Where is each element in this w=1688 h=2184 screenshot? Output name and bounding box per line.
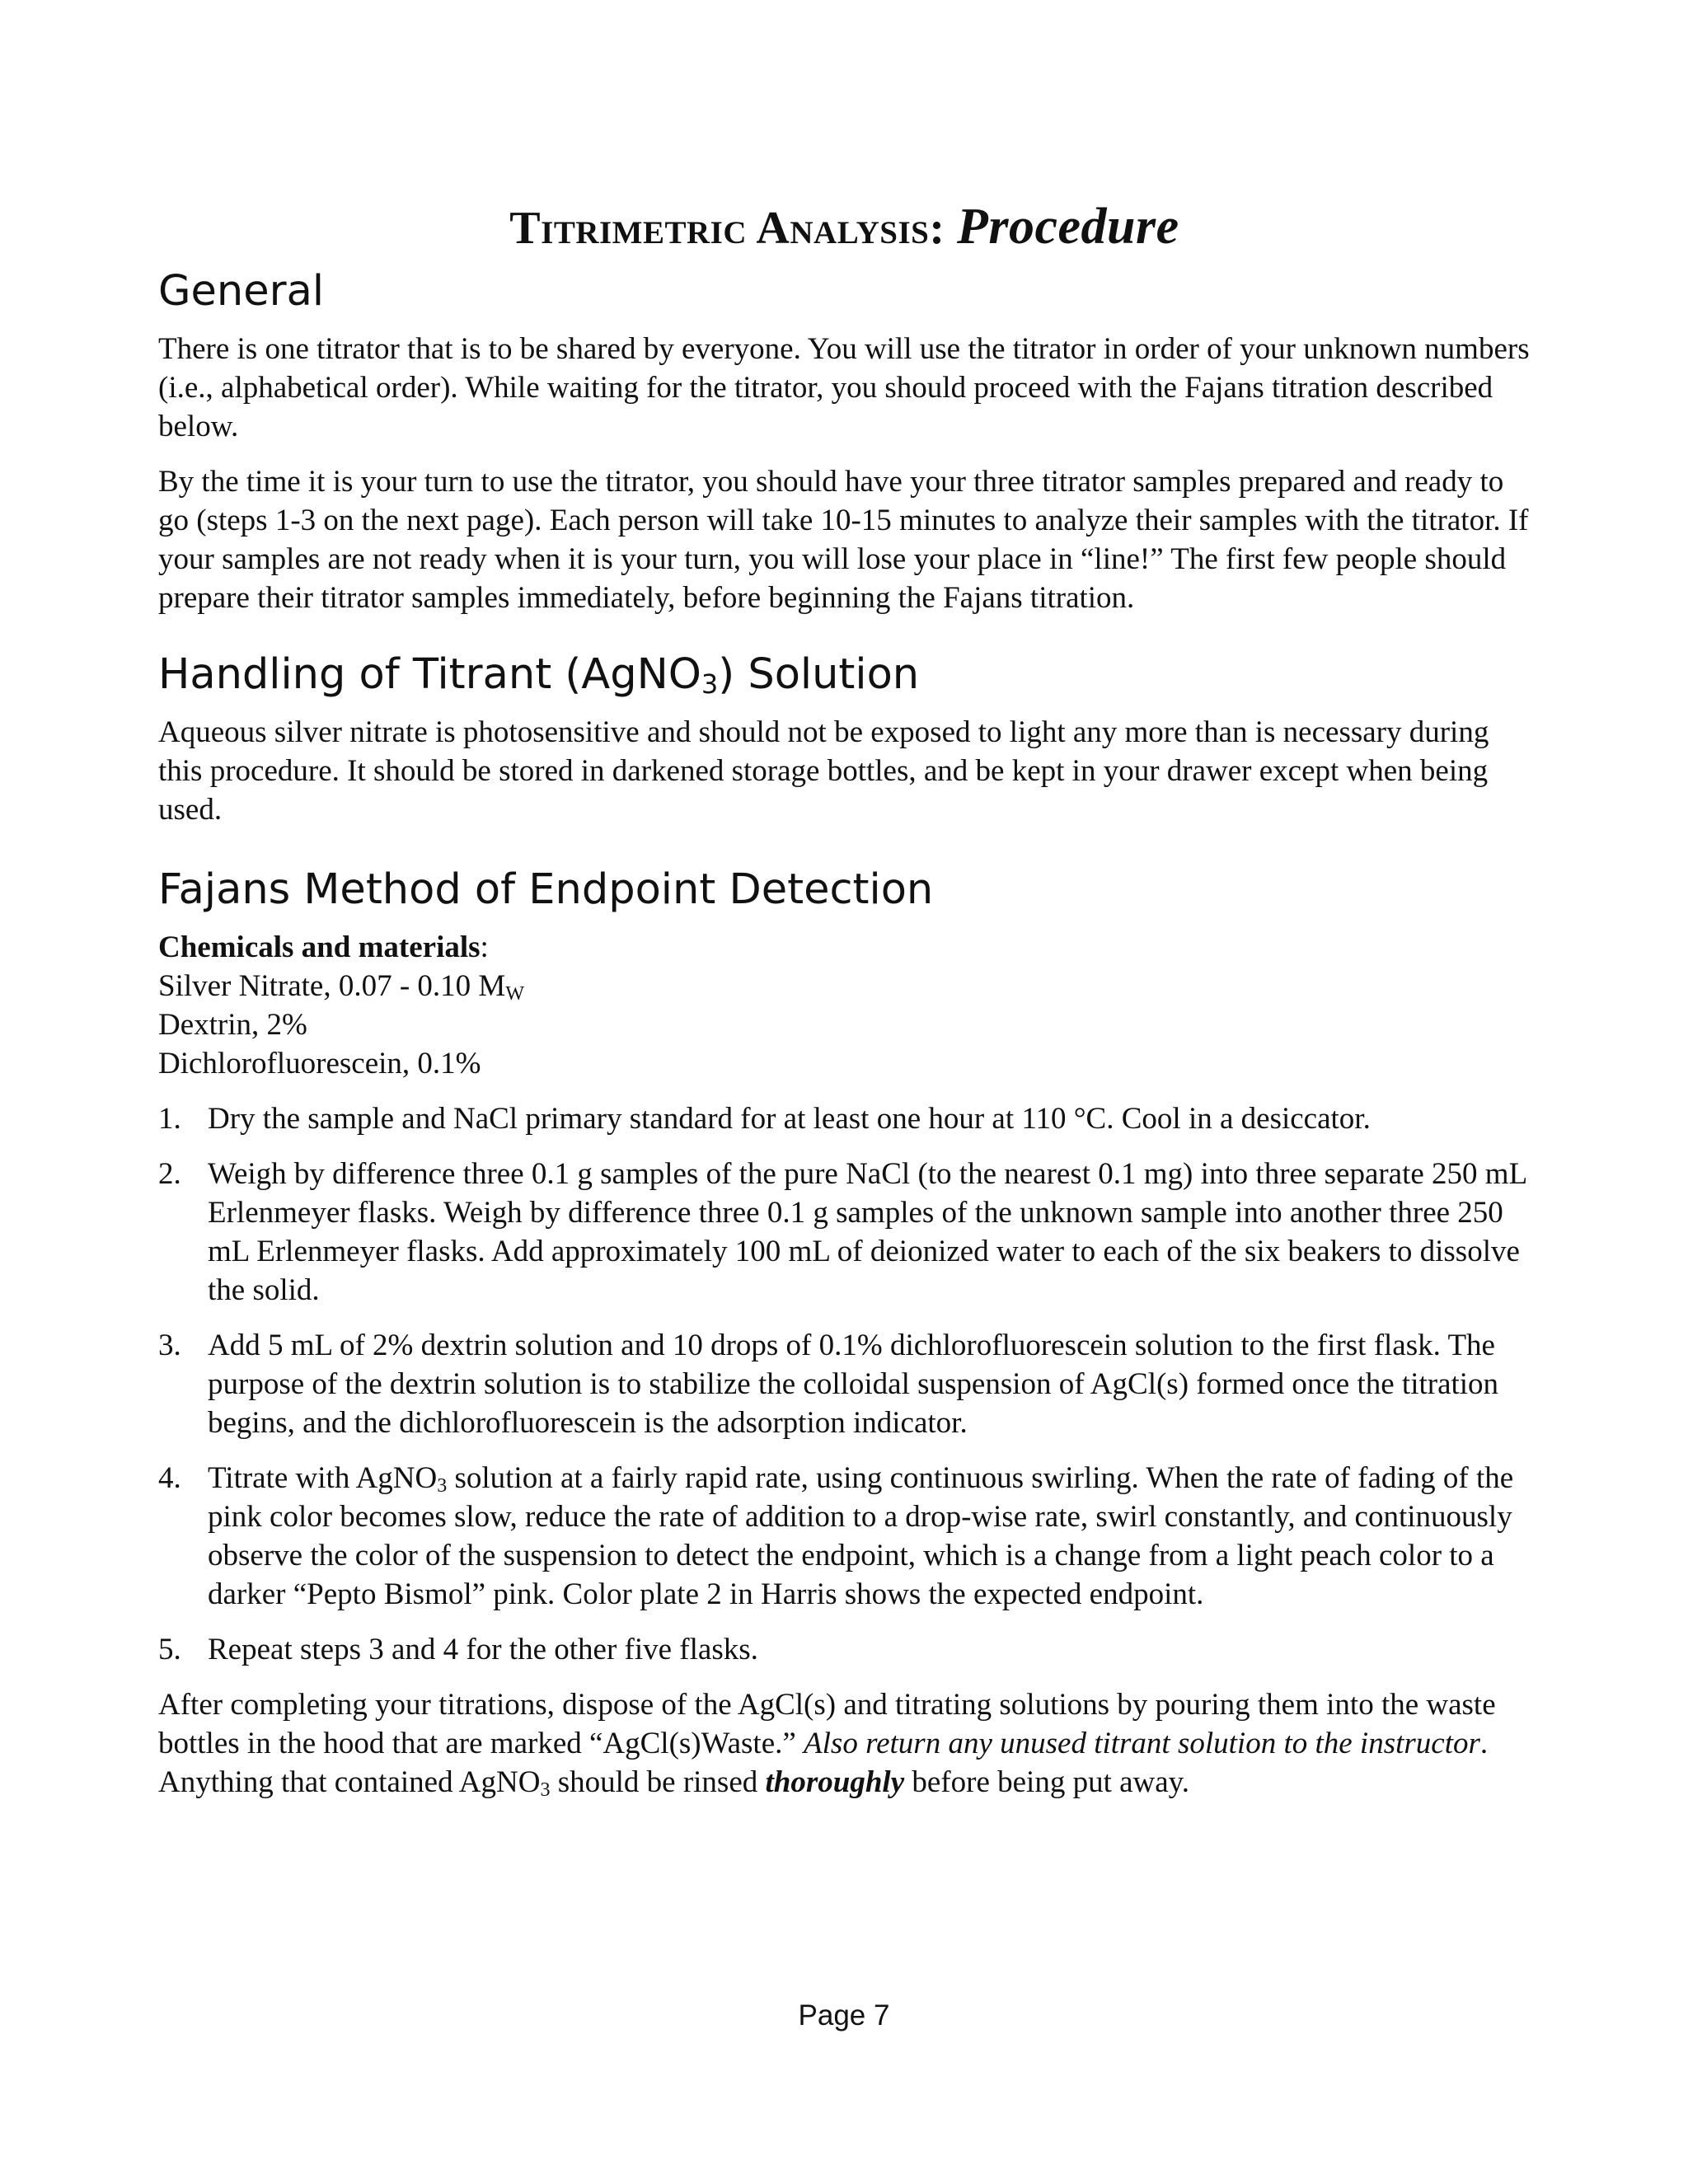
chemical-1-text: Silver Nitrate, 0.07 - 0.10 M: [158, 969, 506, 1003]
closing-emphasis: thoroughly: [765, 1765, 905, 1799]
step-text: Repeat steps 3 and 4 for the other five flasks.: [208, 1633, 758, 1666]
heading-fajans: Fajans Method of Endpoint Detection: [158, 865, 934, 914]
chemicals-label: Chemicals and materials: [158, 930, 481, 964]
step-text: Dry the sample and NaCl primary standard for at least one hour at 110 °C. Cool in a desiccator.: [208, 1102, 1371, 1136]
chemical-1-sub: W: [505, 983, 524, 1005]
heading-handling-post: ) Solution: [718, 650, 920, 699]
procedure-step: [158, 1630, 1531, 1669]
heading-handling-pre: Handling of Titrant (AgNO: [158, 650, 701, 699]
step-text: Add 5 mL of 2% dextrin solution and 10 drops of 0.1% dichlorofluorescein solution to the first flask. The purpose of the dextrin solution is to stabilize the colloidal suspension of AgCl(s) formed once the titration begins, and the dichlorofluorescein is the adsorption indicator.: [208, 1329, 1499, 1440]
step-text: Weigh by difference three 0.1 g samples of the pure NaCl (to the nearest 0.1 mg) into three separate 250 mL Erlenmeyer flasks. Weigh by difference three 0.1 g samples of the unknown sample into another three 250 mL Erlenmeyer flasks. Add approximately 100 mL of deionized water to each of the six beakers to dissolve the solid.: [208, 1157, 1526, 1307]
chemicals-colon: :: [480, 930, 489, 964]
closing-part-3: should be rinsed: [550, 1765, 766, 1799]
chemicals-list: [158, 928, 1531, 1083]
step-number: 2.: [158, 1157, 181, 1191]
chemicals-heading: [158, 928, 1531, 967]
step-number: 3.: [158, 1329, 181, 1362]
general-paragraph-2: By the time it is your turn to use the titrator, you should have your three titrator samples prepared and ready to go (steps 1-3 on the next page). Each person will take 10-15 minutes to analyze their samples with the titrator. If your samples are not ready when it is your turn, you will lose your place in “line!” The first few people should prepare their titrator samples immediately, before beginning the Fajans titration.: [158, 465, 1529, 615]
step-4-sub: 3: [437, 1475, 448, 1497]
title-emphasis: Procedure: [957, 199, 1179, 255]
page-number: Page 7: [798, 1999, 890, 2032]
general-paragraph-1: There is one titrator that is to be shared by everyone. You will use the titrator in order of your unknown numbers (i.e., alphabetical order). While waiting for the titrator, you should proceed with the Fajans titration described below.: [158, 332, 1530, 443]
heading-general: General: [158, 267, 324, 316]
procedure-step: [158, 1155, 1531, 1310]
step-number: 4.: [158, 1461, 181, 1495]
step-text: [208, 1461, 1513, 1611]
page-content: [158, 198, 1531, 1818]
procedure-step: [158, 1459, 1531, 1614]
closing-italic: Also return any unused titrant solution to the instructor: [804, 1727, 1480, 1760]
chemical-item: Dichlorofluorescein, 0.1%: [158, 1047, 481, 1080]
step-number: 1.: [158, 1102, 181, 1136]
section-fajans: [158, 864, 1531, 1802]
chemical-item: Dextrin, 2%: [158, 1008, 307, 1042]
heading-handling-sub: 3: [701, 668, 719, 700]
procedure-step: [158, 1099, 1531, 1138]
heading-handling: [158, 649, 1531, 701]
step-number: 5.: [158, 1633, 181, 1666]
closing-paragraph: [158, 1685, 1531, 1802]
handling-paragraph: Aqueous silver nitrate is photosensitive and should not be exposed to light any more than is necessary during this procedure. It should be stored in darkened storage bottles, and be kept in your drawer except when being used.: [158, 715, 1489, 827]
section-handling: [158, 649, 1531, 829]
step-4-post: solution at a fairly rapid rate, using continuous swirling. When the rate of fading of the pink color becomes slow, reduce the rate of addition to a drop-wise rate, swirl constantly, and continuously observe the color of the suspension to detect the endpoint, which is a change from a light peach color to a darker “Pepto Bismol” pink. Color plate 2 in Harris shows the expected endpoint.: [208, 1461, 1514, 1611]
section-general: [158, 265, 1531, 617]
closing-part-1: After completing your titrations, dispose of the AgCl(s) and titrating solutions by pouring them into the waste bottles in the hood that are marked “AgCl(s)Waste.”: [158, 1688, 1496, 1760]
procedure-steps: [158, 1099, 1531, 1669]
procedure-step: [158, 1326, 1531, 1442]
step-4-pre: Titrate with AgNO: [208, 1461, 438, 1495]
title-main: Titrimetric Analysis:: [509, 203, 945, 254]
chemical-item: [158, 967, 1531, 1005]
closing-sub: 3: [540, 1779, 551, 1801]
page-title: [158, 198, 1531, 257]
closing-part-4: before being put away.: [904, 1765, 1190, 1799]
closing-part-2: . Anything that contained AgNO: [158, 1727, 1489, 1799]
